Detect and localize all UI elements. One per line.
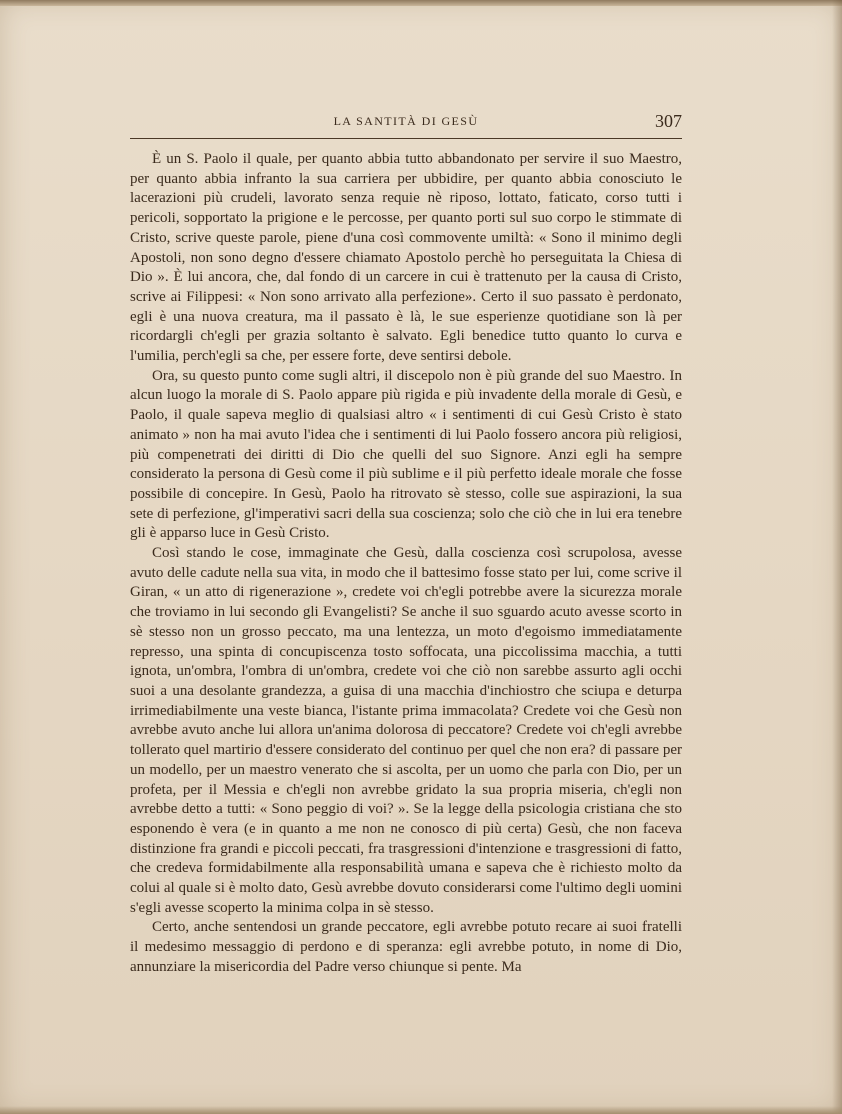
paragraph: È un S. Paolo il quale, per quanto abbia tutto abbandonato per servire il suo Maestro, per quanto abbia infranto la sua carriera per ubbidire, per quanto abbia conosciuto le lacerazioni più crudeli, lavorato senza requie nè riposo, lottato, faticato, corso tutti i pericoli, sopportato la prigione e le percosse, per quanto porti sul suo corpo le stimmate di Cristo, scrive queste parole, piene d'una così commovente umiltà: « Sono il minimo degli Apostoli, non sono degno d'essere chiamato Apostolo perchè ho perseguitata la Chiesa di Dio ». È lui ancora, che, dal fondo di un carcere in cui è trattenuto per la causa di Cristo, scrive ai Filippesi: « Non sono arrivato alla perfezione». Certo il suo passato è perdonato, egli è una nuova creatura, ma il passato è là, le sue esperienze quotidiane son là per ricordargli ch'egli per grazia soltanto è salvato. Egli benedice tutto quanto lo curva e l'umilia, perch'egli sa che, per essere forte, deve sentirsi debole. bbox=[130, 151, 682, 365]
page-bottom-edge bbox=[0, 1106, 842, 1114]
page-number: 307 bbox=[655, 111, 682, 131]
page-top-edge bbox=[0, 0, 842, 6]
page-right-edge bbox=[832, 0, 842, 1114]
paragraph: Così stando le cose, immaginate che Gesù, dalla coscienza così scrupolosa, avesse avuto delle cadute nella sua vita, in modo che il battesimo fosse stato per lui, come scrive il Giran, « un atto di rigenerazione », credete voi ch'egli potrebbe avere la sicurezza morale che troviamo in lui secondo gli Evangelisti? Se anche il suo sguardo acuto avesse scorto in sè stesso non un grosso peccato, ma una lentezza, un moto d'egoismo immediatamente represso, una spinta di concupiscenza tosto soffocata, una piccolissima macchia, a tutti ignota, un'ombra, l'ombra di un'ombra, credete voi che ciò non sarebbe assurto agli occhi suoi a una desolante grandezza, a guisa di una macchia d'inchiostro che sciupa e deturpa irrimediabilmente una veste bianca, l'istante prima immacolata? Credete voi che Gesù non avrebbe avuto anche lui allora un'anima dolorosa di peccatore? Credete voi ch'egli avrebbe tollerato quel martirio d'essere considerato del continuo per quel che non era? di passare per un modello, per un maestro venerato che si ascolta, per un uomo che parla con Dio, per un profeta, per il Messia e ch'egli non avrebbe gridato la sua propria miseria, ch'egli non avrebbe detto a tutti: « Sono peggio di voi? ». Se la legge della psicologia cristiana che sto esponendo è vera (e in quanto a me non ne conosco di più certa) Gesù, che non faceva distinzione fra grandi e piccoli peccati, fra trasgressioni d'intenzione e trasgressioni di fatto, che credeva formidabilmente alla responsabilità umana e sapeva che è richiesto molto da colui al quale si è molto dato, Gesù avrebbe dovuto considerarsi come l'ultimo degli uomini s'egli avesse scoperto la minima colpa in sè stesso. bbox=[130, 545, 682, 916]
paragraph: Ora, su questo punto come sugli altri, il discepolo non è più grande del suo Maestro. In alcun luogo la morale di S. Paolo appare più rigida e più invadente della morale di Gesù, e Paolo, il quale sapeva meglio di qualsiasi altro « i sentimenti di cui Gesù Cristo è stato animato » non ha mai avuto l'idea che i sentimenti di lui Paolo fossero ancora più religiosi, più compenetrati dei diritti di Dio che quelli del suo Signore. Anzi egli ha sempre considerato la persona di Gesù come il più sublime e il più perfetto ideale morale che fosse possibile di concepire. In Gesù, Paolo ha ritrovato sè stesso, colle sue aspirazioni, la sua sete di perfezione, gl'imperativi sacri della sua coscienza; solo che ciò che in lui era tenebre gli è apparso luce in Gesù Cristo. bbox=[130, 367, 682, 542]
page-header bbox=[130, 112, 682, 139]
paragraph: Certo, anche sentendosi un grande peccatore, egli avrebbe potuto recare ai suoi fratelli il medesimo messaggio di perdono e di speranza: egli avrebbe potuto, in nome di Dio, annunziare la misericordia del Padre verso chiunque si pente. Ma bbox=[130, 919, 682, 975]
body-text bbox=[130, 150, 682, 978]
running-title: LA SANTITÀ DI GESÙ bbox=[333, 114, 479, 128]
